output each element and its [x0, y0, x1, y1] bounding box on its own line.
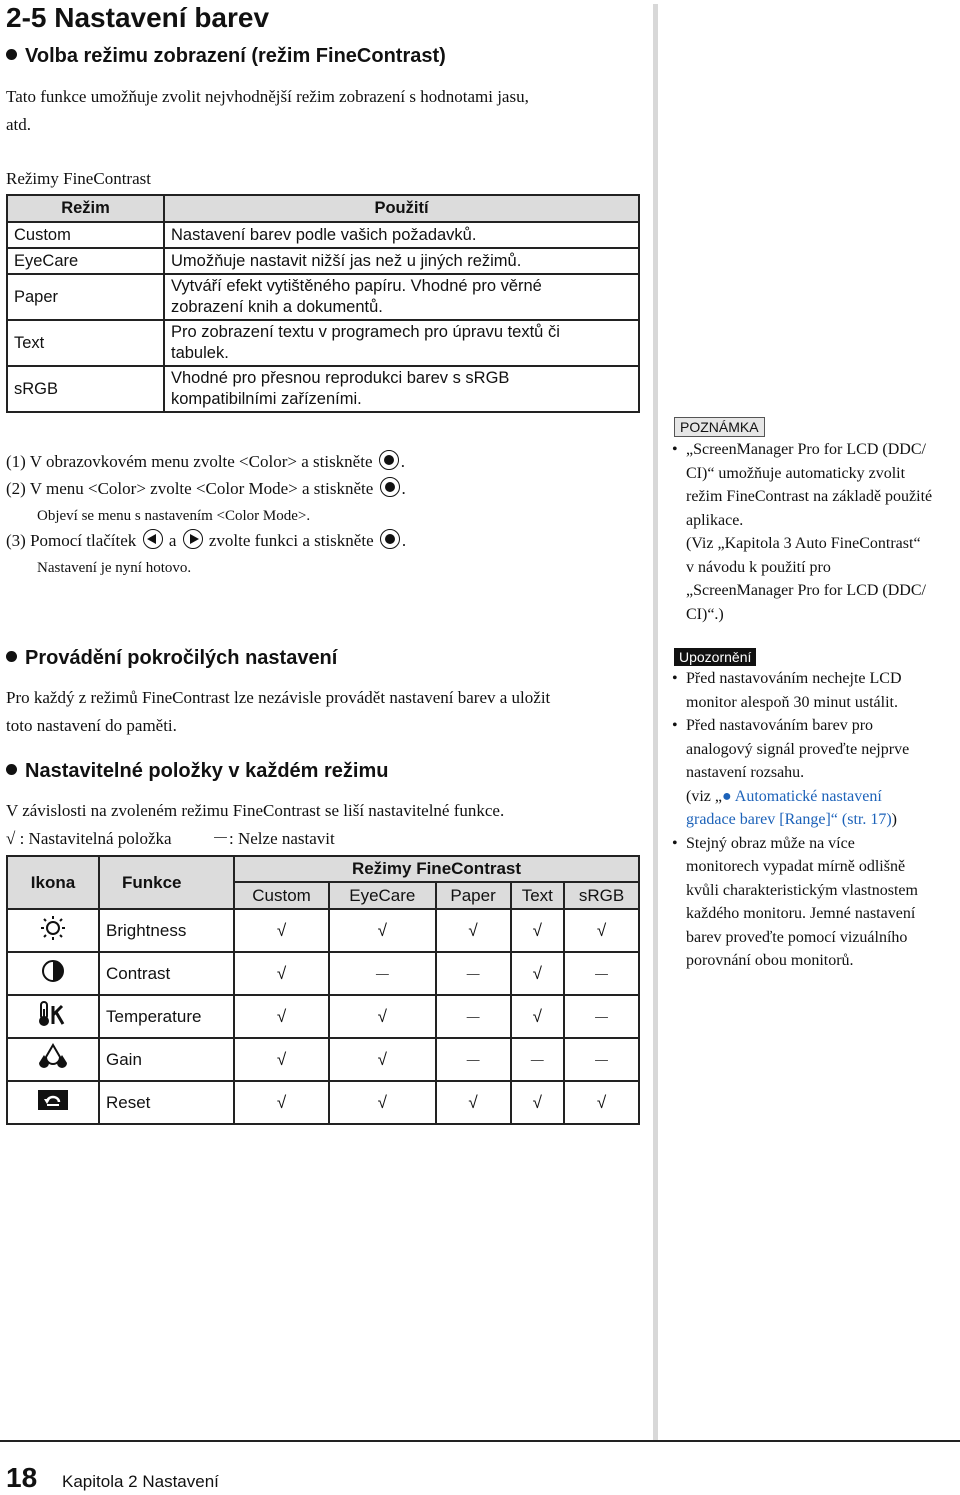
caution-item: • Před nastavováním barev pro analogový signál proveďte nejprve nastavení rozsahu. (viz „● Automatické nastavení gradace barev [Range]“ (str. 17))	[672, 714, 958, 832]
header-mode-eyecare: EyeCare	[329, 882, 436, 909]
function-name: Reset	[99, 1081, 234, 1124]
table-row	[7, 248, 639, 274]
value-cell: －	[564, 952, 639, 995]
caution-box	[672, 667, 958, 973]
value-cell: √	[329, 1081, 436, 1124]
mode-use: Nastavení barev podle vašich požadavků.	[164, 222, 639, 248]
value-cell: √	[234, 952, 329, 995]
function-name: Contrast	[99, 952, 234, 995]
enter-button-icon	[380, 477, 400, 497]
table-row	[7, 1081, 639, 1124]
section-link[interactable]: ● Automatické nastavení	[721, 787, 882, 805]
intro-line-2: atd.	[6, 115, 32, 134]
function-name: Brightness	[99, 909, 234, 952]
intro-line-1: Tato funkce umožňuje zvolit nejvhodnější režim zobrazení s hodnotami jasu,	[6, 87, 529, 106]
value-cell: －	[511, 1038, 564, 1081]
footer-rule	[0, 1440, 960, 1442]
legend-adjustable: √ : Nastavitelná položka	[6, 829, 172, 848]
column-divider	[653, 4, 658, 1440]
value-cell: √	[329, 1038, 436, 1081]
section-heading-advanced: Provádění pokročilých nastavení	[6, 647, 337, 670]
mode-use: Vhodné pro přesnou reprodukci barev s sRGB kompatibilními zařízeními.	[164, 366, 639, 412]
header-mode-srgb: sRGB	[564, 882, 639, 909]
reset-icon	[7, 1081, 99, 1124]
table-row	[7, 366, 639, 412]
note-item: • „ScreenManager Pro for LCD (DDC/ CI)“ umožňuje automaticky zvolit režim FineContrast na základě použité aplikace. (Viz „Kapitola 3 Auto FineContrast“ v návodu k použití pro „ScreenManager Pro for LCD (DDC/ CI)“.)	[672, 438, 958, 626]
value-cell: －	[436, 1038, 511, 1081]
step-2: (2) V menu <Color> zvolte <Color Mode> a stiskněte .	[6, 479, 406, 498]
header-mode: Režim	[7, 195, 164, 222]
value-cell: √	[511, 995, 564, 1038]
caution-item: • Stejný obraz může na více monitorech vypadat mírně odlišně kvůli charakteristickým vlastnostem každého monitoru. Jemné nastavení barev proveďte pomocí vizuálního porovnání obou monitorů.	[672, 832, 958, 973]
mode-use: Umožňuje nastavit nižší jas než u jiných režimů.	[164, 248, 639, 274]
value-cell: √	[436, 1081, 511, 1124]
value-cell: √	[564, 1081, 639, 1124]
value-cell: －	[564, 1038, 639, 1081]
right-arrow-button-icon	[183, 529, 203, 549]
section-heading-adjustable: Nastavitelné položky v každém režimu	[6, 760, 388, 783]
mode-use: Pro zobrazení textu v programech pro úpravu textů či tabulek.	[164, 320, 639, 366]
header-function: Funkce	[99, 856, 234, 909]
advanced-line-2: toto nastavení do paměti.	[6, 716, 177, 735]
header-mode-text: Text	[511, 882, 564, 909]
header-modes: Režimy FineContrast	[234, 856, 639, 882]
enter-button-icon	[379, 450, 399, 470]
bullet-icon	[6, 651, 17, 662]
table-row	[7, 952, 639, 995]
value-cell: √	[329, 909, 436, 952]
table-row	[7, 995, 639, 1038]
section-link-cont[interactable]: gradace barev [Range]“ (str. 17)	[686, 811, 892, 828]
value-cell: √	[234, 995, 329, 1038]
caution-item: • Před nastavováním nechejte LCD monitor alespoň 30 minut ustálit.	[672, 667, 958, 714]
note-box	[672, 438, 958, 626]
header-use: Použití	[164, 195, 639, 222]
bullet-icon	[6, 764, 17, 775]
value-cell: √	[511, 909, 564, 952]
contrast-icon	[7, 952, 99, 995]
gain-icon	[7, 1038, 99, 1081]
value-cell: －	[564, 995, 639, 1038]
caution-link-line: gradace barev [Range]“ (str. 17))	[686, 811, 897, 828]
value-cell: －	[329, 952, 436, 995]
step-3: (3) Pomocí tlačítek a zvolte funkci a stiskněte .	[6, 531, 407, 550]
caution-link-line: (viz „● Automatické nastavení	[686, 787, 882, 805]
table-row	[7, 909, 639, 952]
step-3-note: Nastavení je nyní hotovo.	[37, 560, 192, 576]
step-2-note: Objeví se menu s nastavením <Color Mode>.	[37, 508, 311, 524]
table-row	[7, 274, 639, 320]
mode-name: sRGB	[7, 366, 164, 412]
value-cell: √	[234, 1081, 329, 1124]
value-cell: √	[564, 909, 639, 952]
page-number: 18	[6, 1462, 38, 1493]
value-cell: √	[511, 952, 564, 995]
value-cell: √	[234, 1038, 329, 1081]
advanced-line-1: Pro každý z režimů FineContrast lze nezávisle provádět nastavení barev a uložit	[6, 688, 551, 707]
temperature-icon	[7, 995, 99, 1038]
brightness-icon	[7, 909, 99, 952]
value-cell: －	[436, 995, 511, 1038]
features-table	[6, 855, 640, 1125]
table-caption: Režimy FineContrast	[6, 169, 151, 188]
table-row	[7, 222, 639, 248]
header-icon: Ikona	[7, 856, 99, 909]
adjustable-line-1: V závislosti na zvoleném režimu FineContrast se liší nastavitelné funkce.	[6, 801, 505, 820]
mode-name: EyeCare	[7, 248, 164, 274]
step-1: (1) V obrazovkovém menu zvolte <Color> a stiskněte .	[6, 452, 405, 471]
legend-not-adjustable: －: Nelze nastavit	[212, 829, 335, 848]
mode-name: Paper	[7, 274, 164, 320]
header-mode-paper: Paper	[436, 882, 511, 909]
value-cell: √	[436, 909, 511, 952]
note-label: POZNÁMKA	[674, 417, 765, 437]
function-name: Temperature	[99, 995, 234, 1038]
value-cell: √	[329, 995, 436, 1038]
section-heading-color-mode: Volba režimu zobrazení (režim FineContrast)	[6, 45, 446, 68]
value-cell: √	[511, 1081, 564, 1124]
value-cell: √	[234, 909, 329, 952]
table-row	[7, 1038, 639, 1081]
page-title: 2-5 Nastavení barev	[6, 2, 270, 33]
table-row	[7, 320, 639, 366]
value-cell: －	[436, 952, 511, 995]
header-mode-custom: Custom	[234, 882, 329, 909]
chapter-label: Kapitola 2 Nastavení	[62, 1472, 219, 1491]
caution-label: Upozornění	[674, 648, 756, 666]
bullet-icon	[6, 49, 17, 60]
mode-use: Vytváří efekt vytištěného papíru. Vhodné pro věrné zobrazení knih a dokumentů.	[164, 274, 639, 320]
left-arrow-button-icon	[143, 529, 163, 549]
enter-button-icon	[380, 529, 400, 549]
modes-table	[6, 194, 640, 413]
function-name: Gain	[99, 1038, 234, 1081]
mode-name: Text	[7, 320, 164, 366]
mode-name: Custom	[7, 222, 164, 248]
